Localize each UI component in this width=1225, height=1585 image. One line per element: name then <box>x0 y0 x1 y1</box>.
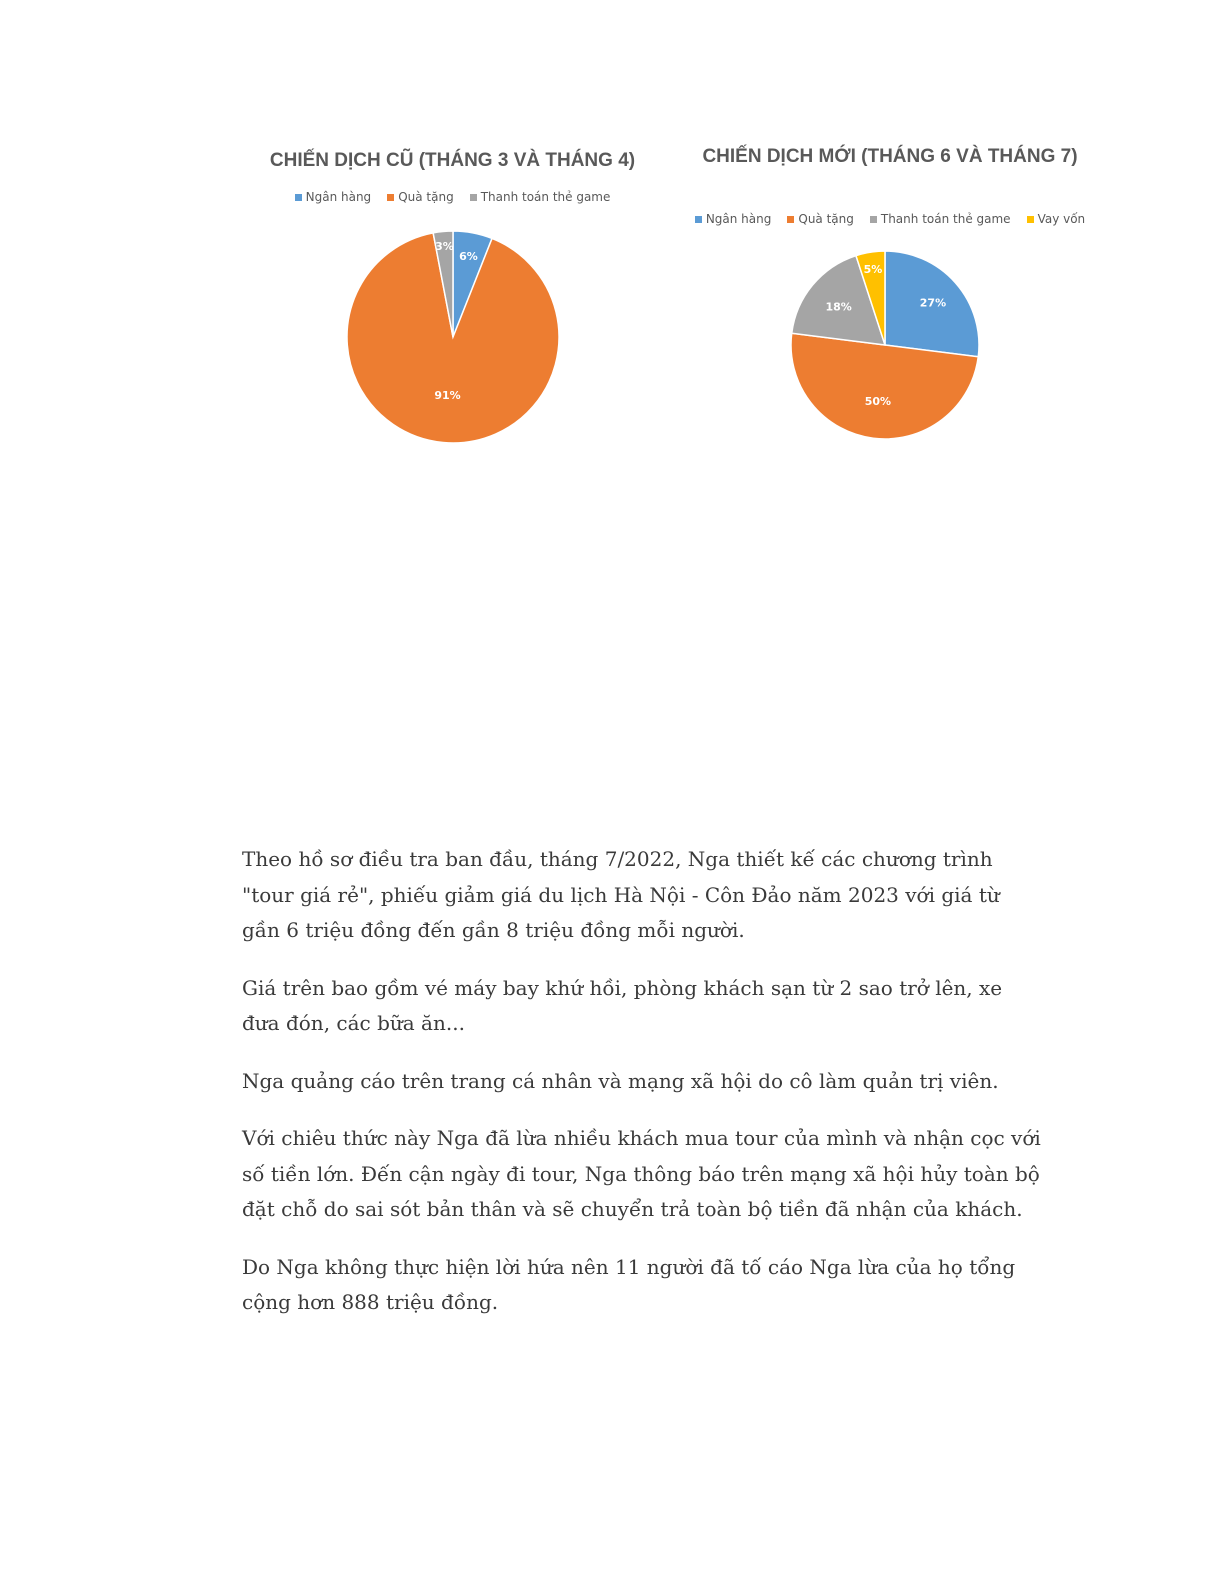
slice-label: 18% <box>825 300 852 314</box>
pie-svg <box>690 140 1090 460</box>
legend-label: Quà tặng <box>398 190 454 204</box>
slice-label: 6% <box>459 249 478 263</box>
legend-label: Ngân hàng <box>705 212 772 226</box>
pie-chart-new-campaign <box>690 140 1090 460</box>
pie-chart-old-campaign <box>240 140 665 460</box>
legend-label: Ngân hàng <box>305 190 372 204</box>
slice-label: 3% <box>435 240 454 254</box>
slice-label: 91% <box>434 389 461 403</box>
article-body <box>242 842 1042 1343</box>
article-paragraph: Do Nga không thực hiện lời hứa nên 11 người đã tố cáo Nga lừa của họ tổng cộng hơn 888 triệu đồng. <box>242 1254 1016 1314</box>
legend-label: Thanh toán thẻ game <box>880 212 1011 226</box>
legend-label: Quà tặng <box>798 212 854 226</box>
article-paragraph: Nga quảng cáo trên trang cá nhân và mạng xã hội do cô làm quản trị viên. <box>242 1068 999 1093</box>
chart-title: CHIẾN DỊCH MỚI (THÁNG 6 VÀ THÁNG 7) <box>702 146 1078 167</box>
slice-label: 50% <box>864 394 892 408</box>
chart-title: CHIẾN DỊCH CŨ (THÁNG 3 VÀ THÁNG 4) <box>269 150 636 171</box>
slice-label: 27% <box>919 296 947 310</box>
article-paragraph: Theo hồ sơ điều tra ban đầu, tháng 7/2022, Nga thiết kế các chương trình "tour giá rẻ", phiếu giảm giá du lịch Hà Nội - Côn Đảo năm 2023 với giá từ gần 6 triệu đồng đến gần 8 triệu đồng mỗi người. <box>242 847 1000 942</box>
slice-label: 5% <box>863 262 883 276</box>
article-paragraph: Với chiêu thức này Nga đã lừa nhiều khách mua tour của mình và nhận cọc với số tiền lớn. Đến cận ngày đi tour, Nga thông báo trên mạng xã hội hủy toàn bộ đặt chỗ do sai sót bản thân và sẽ chuyển trả toàn bộ tiền đã nhận của khách. <box>242 1126 1041 1221</box>
legend-label: Thanh toán thẻ game <box>480 190 611 204</box>
legend-label: Vay vốn <box>1037 212 1086 226</box>
article-paragraph: Giá trên bao gồm vé máy bay khứ hồi, phòng khách sạn từ 2 sao trở lên, xe đưa đón, các bữa ăn... <box>242 975 1003 1035</box>
pie-svg <box>240 140 665 460</box>
